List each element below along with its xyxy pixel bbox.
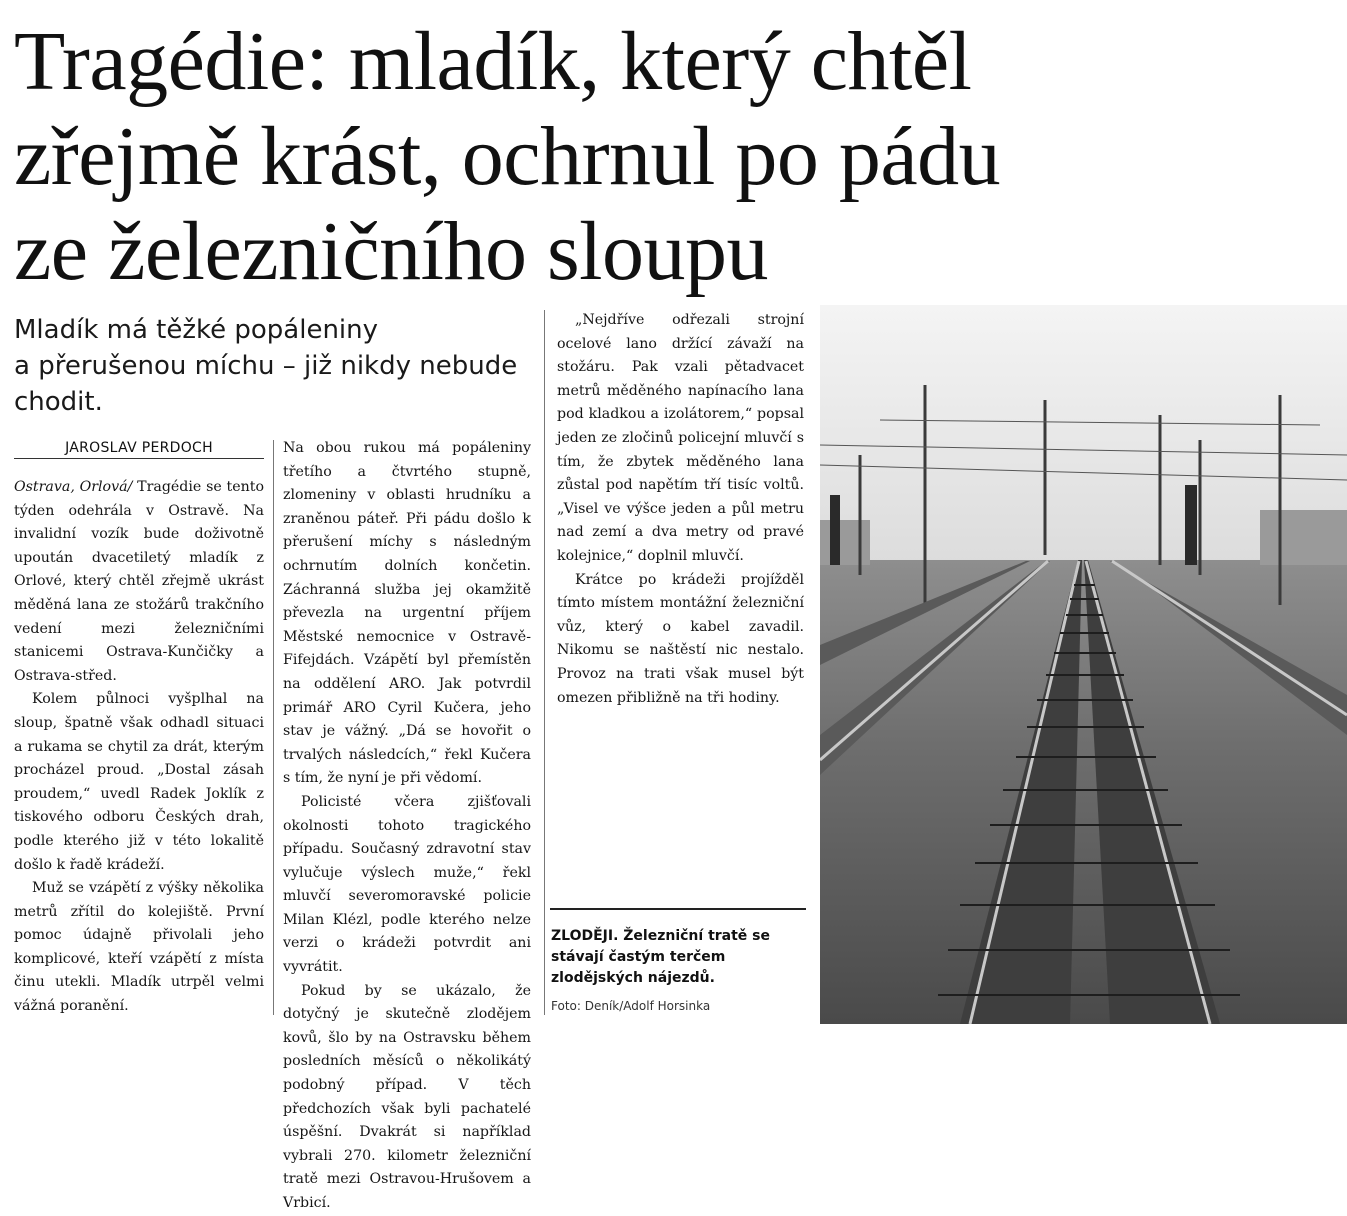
caption-text: Železniční tratě se stávají častým terčem zlodějských nájezdů. [551, 928, 771, 986]
byline: JAROSLAV PERDOCH [14, 440, 264, 459]
article-paragraph-6: Pokud by se ukázalo, že dotyčný je skutečně zlodějem kovů, šlo by na Ostravsku během posledních měsíců o několikátý podobný případ. V těch předchozích však byli pachatelé úspěšní. Dvakrát si například vybrali 270. kilometr železniční tratě mezi Ostravou-Hrušovem a Vrbicí. [283, 982, 531, 1211]
article-column-2 [283, 437, 531, 1216]
article-paragraph-3: Muž se vzápětí z výšky několika metrů zřítil do kolejiště. První pomoc údajně přivolali jeho komplicové, kteří vzápětí z místa činu utekli. Mladík utrpěl velmi vážná poranění. [14, 880, 264, 1015]
subheadline-line: chodit. [14, 387, 103, 417]
headline-line: ze železničního sloupu [14, 205, 769, 298]
article-paragraph-1 [14, 476, 264, 688]
article-column-1 [14, 476, 264, 1019]
dateline: Ostrava, Orlová/ [14, 479, 133, 495]
subheadline [14, 312, 544, 420]
caption-rule [550, 908, 806, 910]
paragraph-text: Tragédie se tento týden odehrála v Ostravě. Na invalidní vozík bude doživotně upoután dvacetiletý mladík z Orlové, který chtěl zřejmě ukrást měděná lana ze stožárů trakčního vedení mezi železničními stanicemi Ostrava-Kunčičky a Ostrava-střed. [14, 479, 265, 684]
article-paragraph-4: Na obou rukou má popáleniny třetího a čtvrtého stupně, zlomeniny v oblasti hrudníku a zraněnou páteř. Při pádu došlo k přerušení míchy s následným ochrnutím dolních končetin. Záchranná služba jej okamžitě převezla na urgentní příjem Městské nemocnice v Ostravě-Fifejdách. Vzápětí byl přemístěn na oddělení ARO. Jak potvrdil primář ARO Cyril Kučera, jeho stav je vážný. „Dá se hovořit o trvalých následcích,“ řekl Kučera s tím, že nyní je při vědomí. [283, 440, 531, 787]
headline [14, 14, 1334, 299]
railway-photo [820, 305, 1347, 1024]
subheadline-line: a přerušenou míchu – již nikdy nebude [14, 351, 518, 381]
column-divider [273, 440, 274, 1015]
photo-credit: Foto: Deník/Adolf Horsinka [551, 999, 711, 1013]
photo-caption [551, 926, 807, 989]
article-paragraph-8: Krátce po krádeži projížděl tímto místem montážní železniční vůz, který o kabel zavadil. Nikomu se naštěstí nic nestalo. Provoz na trati však musel být omezen přibližně na tři hodiny. [557, 571, 804, 706]
column-divider [544, 310, 545, 1015]
article-paragraph-2: Kolem půlnoci vyšplhal na sloup, špatně však odhadl situaci a rukama se chytil za drát, kterým procházel proud. „Dostal zásah proudem,“ uvedl Radek Joklík z tiskového odboru Českých drah, podle kterého již v této lokalitě došlo k řadě krádeží. [14, 691, 264, 873]
headline-line: Tragédie: mladík, který chtěl [14, 15, 972, 108]
article-paragraph-5: Policisté včera zjišťovali okolnosti tohoto tragického případu. Současný zdravotní stav vylučuje výslech muže,“ řekl mluvčí severomoravské policie Milan Klézl, podle kterého nelze verzi o krádeži potvrdit ani vyvrátit. [283, 793, 531, 976]
railway-tracks-image [820, 305, 1347, 1024]
article-paragraph-7: „Nejdříve odřezali strojní ocelové lano držící závaží na stožáru. Pak vzali pětadvacet metrů měděného napínacího lana pod kladkou a izolátorem,“ popsal jeden ze zločinů policejní mluvčí s tím, že zbytek měděného lana zůstal pod napětím tří tisíc voltů. „Visel ve výšce jeden a půl metru nad zemí a dva metry od pravé kolejnice,“ doplnil mluvčí. [557, 312, 804, 564]
subheadline-line: Mladík má těžké popáleniny [14, 315, 379, 345]
headline-line: zřejmě krást, ochrnul po pádu [14, 110, 1001, 203]
article-column-3 [557, 309, 804, 710]
caption-lead: ZLODĚJI. [551, 928, 619, 944]
